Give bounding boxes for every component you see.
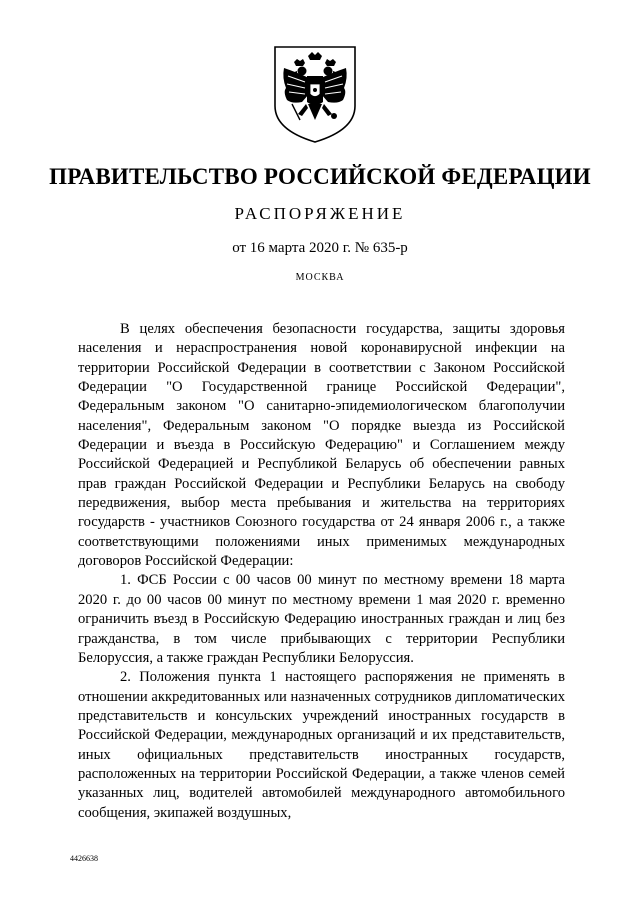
body-paragraph-item-2: 2. Положения пункта 1 настоящего распоряжения не применять в отношении аккредитованных или назначенных сотрудников дипломатических представительств и консульских учреждений иностранных государств в Российской Федерации, международных организаций и их представительств, иных официальных представительств иностранных государств, расположенных на территории Российской Федерации, а также членов семей указанных лиц, водителей автомобилей международного автомобильного сообщения, экипажей воздушных, [78,669,565,821]
document-type-heading: РАСПОРЯЖЕНИЕ [234,204,406,223]
document-code: 4426638 [70,854,98,863]
body-paragraph-item-1: 1. ФСБ России с 00 часов 00 минут по местному времени 18 марта 2020 г. до 00 часов 00 минут по местному времени 1 мая 2020 г. временно ограничить въезд в Российскую Федерацию иностранных граждан и лиц без гражданства, в том числе прибывающих с территории Республики Белоруссия, а также граждан Республики Белоруссия. [78,572,565,666]
document-city: МОСКВА [295,272,345,283]
double-headed-eagle-icon [272,44,358,144]
document-body [78,320,565,823]
government-title: ПРАВИТЕЛЬСТВО РОССИЙСКОЙ ФЕДЕРАЦИИ [49,164,591,189]
document-date-number: от 16 марта 2020 г. № 635-р [232,240,408,256]
coat-of-arms-emblem [272,44,358,144]
body-paragraph-preamble: В целях обеспечения безопасности государства, защиты здоровья населения и нераспространения новой коронавирусной инфекции на территории Российской Федерации в соответствии с Законом Российской Федерации "О Государственной границе Российской Федерации", Федеральным законом "О санитарно-эпидемиологическом благополучии населения", Федеральным законом "О порядке выезда из Российской Федерации и въезда в Российскую Федерацию" и Соглашением между Российской Федерацией и Республикой Беларусь об обеспечении равных прав граждан Российской Федерации и Республики Беларусь на свободу передвижения, выбор места пребывания и жительства на территориях государств - участников Союзного государства от 24 января 2006 г., а также соответствующими положениями иных применимых международных договоров Российской Федерации: [78,321,565,570]
